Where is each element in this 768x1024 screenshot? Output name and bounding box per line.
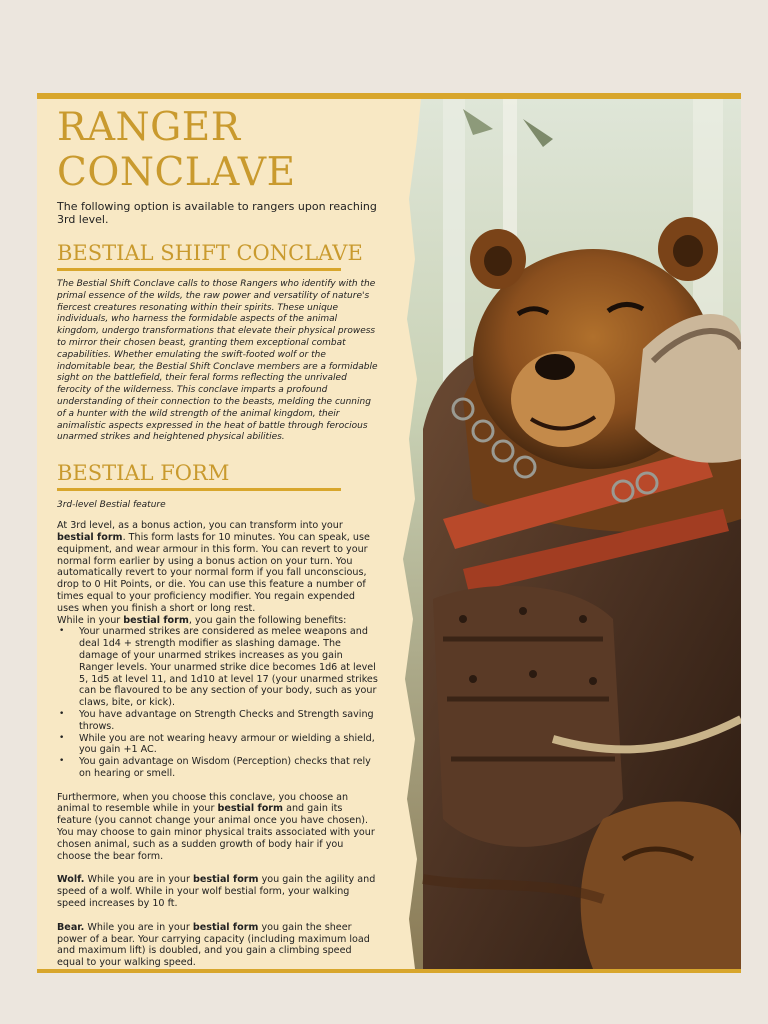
list-item: • Your unarmed strikes are considered as melee weapons and deal 1d4 + strength modifier as slashing damage. The damage of your unarmed strikes increases as you gain Ranger levels. Your unarmed strike dice becomes 1d6 at level 5, 1d5 at level 11, and 1d10 at level 17 (your unarmed strikes can be flavoured to be any section of your body, such as your claws, bite, or kick). <box>57 626 379 709</box>
bold-term: bestial form <box>57 531 123 543</box>
paragraph-bear <box>57 922 379 969</box>
bold-term: bestial form <box>192 921 259 933</box>
page-title <box>57 105 379 195</box>
bold-term: bestial form <box>192 874 259 886</box>
text-run: . This form lasts for 10 minutes. You can speak, use equipment, and wear armour in this form. You can revert to your normal form earlier by using a bonus action on your turn. You automatically revert to your normal form if you fall unconscious, drop to 0 Hit Points, or die. You can use this feature a number of times equal to your proficiency modifier. You regain expended uses when you finish a short or long rest. <box>57 531 370 614</box>
bold-term: bestial form <box>123 614 189 626</box>
page-title-line-1: RANGER <box>57 105 241 150</box>
bear-warrior-illustration <box>403 99 741 969</box>
text-run: you gain the sheer power of a bear. Your carrying capacity (including maximum load and maximum lift) is doubled, and you gain a climbing speed equal to your walking speed. <box>57 921 370 969</box>
wolf-label: Wolf. <box>57 874 85 886</box>
heading-divider <box>57 268 341 271</box>
intro-text: The following option is available to rangers upon reaching 3rd level. <box>57 200 377 226</box>
paragraph-transform <box>57 520 379 614</box>
paragraph-wolf <box>57 874 379 909</box>
text-run: While you are in your <box>84 921 193 933</box>
bold-term: bestial form <box>217 803 284 815</box>
heading-divider <box>57 488 341 491</box>
text-run: At 3rd level, as a bonus action, you can transform into your <box>57 520 343 532</box>
text-run: While in your <box>57 614 124 626</box>
bear-label: Bear. <box>57 921 85 933</box>
bestial-form-heading: BESTIAL FORM <box>57 461 230 486</box>
conclave-flavor-text: The Bestial Shift Conclave calls to those Rangers who identify with the primal essence of the wilds, the raw power and versatility of nature's fiercest creatures resonating within their spirits. These unique individuals, who harness the formidable aspects of the animal kingdom, undergo transformations that elevate their physical prowess to mirror their chosen beast, granting them exceptional combat capabilities. Whether emulating the swift-footed wolf or the indomitable bear, the Bestial Shift Conclave members are a formidable sight on the battlefield, their feral forms reflecting the unrivaled ferocity of the wilderness. This conclave imparts a profound understanding of their connection to the beasts, melding the cunning of a hunter with the wild strength of the animal kingdom, their animalistic aspects expressed in the heat of battle through ferocious unarmed strikes and heightened physical abilities. <box>57 279 378 443</box>
benefits-list <box>57 626 379 779</box>
text-run: , you gain the following benefits: <box>188 614 347 626</box>
conclave-heading: BESTIAL SHIFT CONCLAVE <box>57 241 363 265</box>
text-run: and gain its feature (you cannot change your animal once you have chosen). You may choose to gain minor physical traits associated with your chosen animal, such as a sudden growth of body hair if you choose the bear form. <box>57 803 375 862</box>
text-run: you gain the agility and speed of a wolf. While in your wolf bestial form, your walking speed increases by 10 ft. <box>57 874 376 910</box>
feature-body <box>57 520 379 969</box>
text-run: While you are in your <box>84 874 193 886</box>
list-item: • You gain advantage on Wisdom (Perception) checks that rely on hearing or smell. <box>57 756 379 780</box>
list-item: • While you are not wearing heavy armour or wielding a shield, you gain +1 AC. <box>57 733 379 757</box>
feature-subtitle: 3rd-level Bestial feature <box>57 500 166 511</box>
paragraph-benefits <box>57 615 379 627</box>
text-column <box>57 105 379 969</box>
list-item: • You have advantage on Strength Checks and Strength saving throws. <box>57 709 379 733</box>
text-run: Furthermore, when you choose this conclave, you choose an animal to resemble while in your <box>57 791 349 815</box>
paragraph-animal-choice <box>57 792 379 863</box>
document-page <box>37 93 741 973</box>
page-title-line-2: CONCLAVE <box>57 150 296 195</box>
